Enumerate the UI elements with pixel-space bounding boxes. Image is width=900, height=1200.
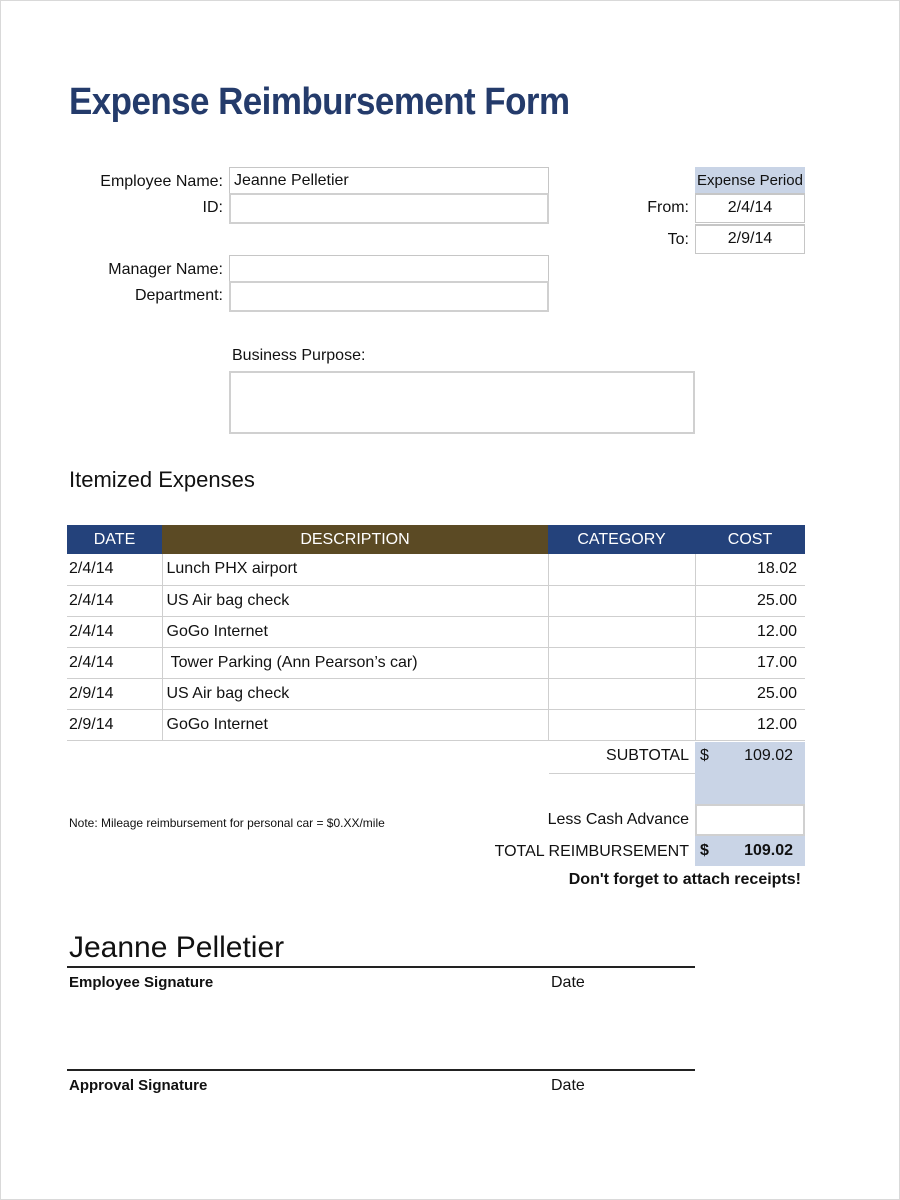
table-row xyxy=(67,585,805,616)
business-purpose-field[interactable] xyxy=(229,371,695,434)
cash-advance-field[interactable] xyxy=(695,804,805,836)
cell-cost[interactable]: 25.00 xyxy=(695,585,805,616)
cell-date[interactable]: 2/4/14 xyxy=(67,585,162,616)
cell-date[interactable]: 2/9/14 xyxy=(67,709,162,740)
cell-date[interactable]: 2/4/14 xyxy=(67,616,162,647)
employee-name-label: Employee Name: xyxy=(100,173,223,190)
total-reimbursement-value: 109.02 xyxy=(744,842,793,859)
cell-date[interactable]: 2/4/14 xyxy=(67,554,162,585)
cell-category[interactable] xyxy=(548,678,695,709)
subtotal-label: SUBTOTAL xyxy=(606,747,689,764)
column-header-date: DATE xyxy=(67,525,162,554)
itemized-expenses-heading: Itemized Expenses xyxy=(69,467,255,492)
cell-description[interactable]: GoGo Internet xyxy=(162,616,548,647)
cell-description[interactable]: GoGo Internet xyxy=(162,709,548,740)
department-field[interactable] xyxy=(229,281,549,312)
subtotal-value: 109.02 xyxy=(744,747,793,764)
itemized-expenses-table xyxy=(67,525,805,741)
employee-signature-label: Employee Signature xyxy=(69,974,214,991)
cell-category[interactable] xyxy=(548,647,695,678)
cell-cost[interactable]: 12.00 xyxy=(695,616,805,647)
mileage-note: Note: Mileage reimbursement for personal car = $0.XX/mile xyxy=(69,816,385,830)
cell-category[interactable] xyxy=(548,709,695,740)
employee-name-field[interactable]: Jeanne Pelletier xyxy=(229,167,549,194)
approval-signature-date-label: Date xyxy=(551,1077,585,1094)
table-row xyxy=(67,678,805,709)
cell-description[interactable]: US Air bag check xyxy=(162,678,548,709)
expense-period-heading: Expense Period xyxy=(695,167,805,193)
department-label: Department: xyxy=(134,287,223,304)
table-row xyxy=(67,616,805,647)
id-field[interactable] xyxy=(229,193,549,224)
id-label: ID: xyxy=(202,199,223,216)
subtotal-currency: $ xyxy=(700,747,709,764)
cell-description[interactable]: Tower Parking (Ann Pearson’s car) xyxy=(162,647,548,678)
manager-name-field[interactable] xyxy=(229,255,549,282)
employee-signature-date-label: Date xyxy=(551,974,585,991)
table-header-row xyxy=(67,525,805,554)
cash-advance-label: Less Cash Advance xyxy=(547,811,689,828)
period-to-field[interactable]: 2/9/14 xyxy=(695,224,805,254)
cell-cost[interactable]: 25.00 xyxy=(695,678,805,709)
total-reimbursement-label: TOTAL REIMBURSEMENT xyxy=(494,843,689,860)
employee-signature-line[interactable] xyxy=(67,966,695,968)
period-from-field[interactable]: 2/4/14 xyxy=(695,193,805,223)
cell-description[interactable]: US Air bag check xyxy=(162,585,548,616)
business-purpose-label: Business Purpose: xyxy=(232,347,366,364)
column-header-cost: COST xyxy=(695,525,805,554)
cell-category[interactable] xyxy=(548,554,695,585)
cell-cost[interactable]: 12.00 xyxy=(695,709,805,740)
table-row xyxy=(67,647,805,678)
approval-signature-line[interactable] xyxy=(67,1069,695,1071)
cell-cost[interactable]: 18.02 xyxy=(695,554,805,585)
cell-category[interactable] xyxy=(548,616,695,647)
from-label: From: xyxy=(647,199,689,216)
cell-cost[interactable]: 17.00 xyxy=(695,647,805,678)
approval-signature-label: Approval Signature xyxy=(69,1077,208,1094)
cell-date[interactable]: 2/4/14 xyxy=(67,647,162,678)
total-currency: $ xyxy=(700,842,709,859)
table-row xyxy=(67,554,805,585)
table-row xyxy=(67,709,805,740)
column-header-category: CATEGORY xyxy=(548,525,695,554)
manager-name-label: Manager Name: xyxy=(108,261,223,278)
attach-receipts-reminder: Don't forget to attach receipts! xyxy=(568,871,801,888)
cell-date[interactable]: 2/9/14 xyxy=(67,678,162,709)
form-title: Expense Reimbursement Form xyxy=(69,81,570,123)
column-header-description: DESCRIPTION xyxy=(162,525,548,554)
cell-category[interactable] xyxy=(548,585,695,616)
to-label: To: xyxy=(667,231,689,248)
cell-description[interactable]: Lunch PHX airport xyxy=(162,554,548,585)
employee-signature-name: Jeanne Pelletier xyxy=(69,931,285,964)
